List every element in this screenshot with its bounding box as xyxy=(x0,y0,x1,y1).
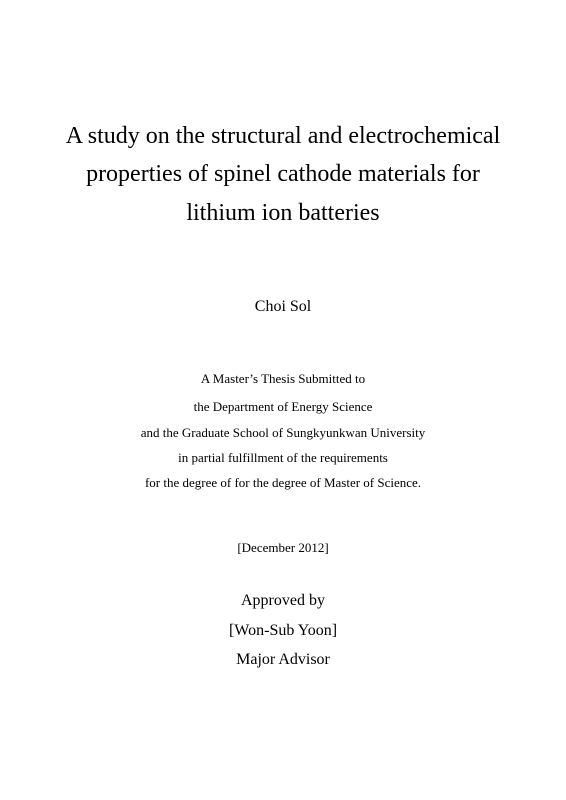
submission-date: [December 2012] xyxy=(237,540,329,555)
author-name: Choi Sol xyxy=(254,298,312,315)
title-line-1: A study on the structural and electrochemical xyxy=(65,123,501,149)
submission-line-3: and the Graduate School of Sungkyunkwan University xyxy=(140,425,426,440)
submission-line-4: in partial fulfillment of the requirements xyxy=(178,450,388,465)
advisor-role: Major Advisor xyxy=(236,651,330,668)
approved-by-label: Approved by xyxy=(241,592,325,609)
submission-line-1: A Master’s Thesis Submitted to xyxy=(200,371,366,386)
advisor-name: [Won-Sub Yoon] xyxy=(228,622,338,639)
submission-line-5: for the degree of for the degree of Master of Science. xyxy=(144,475,422,490)
title-line-3: lithium ion batteries xyxy=(186,200,380,226)
submission-line-2: the Department of Energy Science xyxy=(193,399,373,414)
title-line-2: properties of spinel cathode materials for xyxy=(86,161,480,187)
